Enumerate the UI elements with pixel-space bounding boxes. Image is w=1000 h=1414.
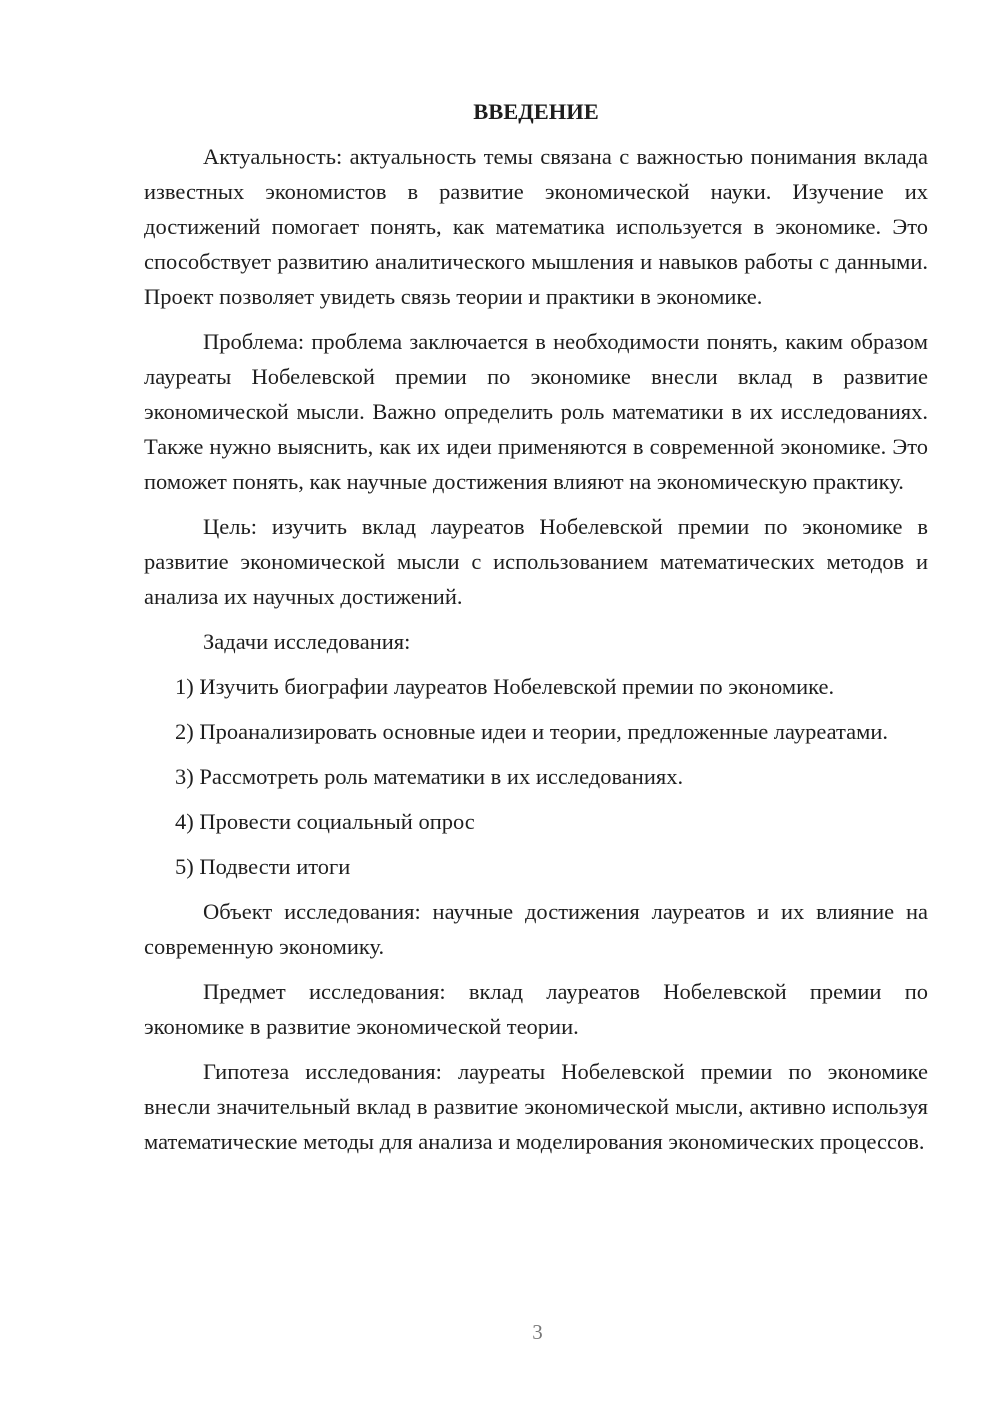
page-number: 3 xyxy=(532,1320,543,1344)
tasks-heading: Задачи исследования: xyxy=(203,629,411,654)
relevance-paragraph: Актуальность: актуальность темы связана с важностью понимания вклада известных экономистов в развитие экономической науки. Изучение их достижений помогает понять, как математика используется в экономике. Это способствует развитию аналитического мышления и навыков работы с данными. Проект позволяет увидеть связь теории и практики в экономике. xyxy=(144,144,928,309)
problem-paragraph: Проблема: проблема заключается в необходимости понять, каким образом лауреаты Нобелевской премии по экономике внесли вклад в развитие экономической мысли. Важно определить роль математики в их исследованиях. Также нужно выяснить, как их идеи применяются в современной экономике. Это поможет понять, как научные достижения влияют на экономическую практику. xyxy=(144,329,928,494)
task-item-4: 4) Провести социальный опрос xyxy=(175,809,475,834)
task-item-3: 3) Рассмотреть роль математики в их исследованиях. xyxy=(175,764,684,789)
task-item-2: 2) Проанализировать основные идеи и теории, предложенные лауреатами. xyxy=(175,719,889,744)
page-title: ВВЕДЕНИЕ xyxy=(473,99,599,124)
subject-paragraph: Предмет исследования: вклад лауреатов Нобелевской премии по экономике в развитие экономической теории. xyxy=(144,979,928,1039)
object-paragraph: Объект исследования: научные достижения лауреатов и их влияние на современную экономику. xyxy=(144,899,928,959)
task-item-5: 5) Подвести итоги xyxy=(175,854,351,879)
goal-paragraph: Цель: изучить вклад лауреатов Нобелевской премии по экономике в развитие экономической мысли с использованием математических методов и анализа их научных достижений. xyxy=(144,514,928,609)
document-page xyxy=(144,94,928,1169)
hypothesis-paragraph: Гипотеза исследования: лауреаты Нобелевской премии по экономике внесли значительный вклад в развитие экономической мысли, активно используя математические методы для анализа и моделирования экономических процессов. xyxy=(144,1059,928,1154)
task-item-1: 1) Изучить биографии лауреатов Нобелевской премии по экономике. xyxy=(175,674,835,699)
